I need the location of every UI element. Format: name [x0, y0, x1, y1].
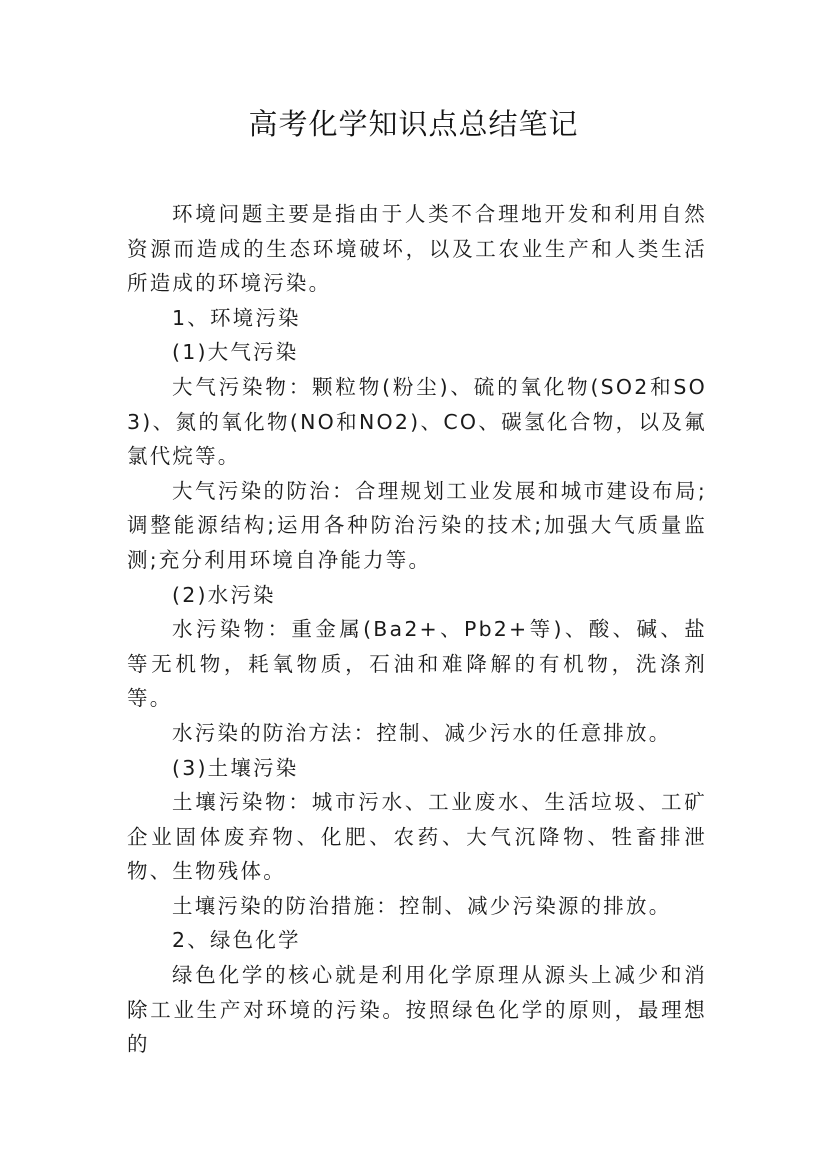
paragraph-intro: 环境问题主要是指由于人类不合理地开发和利用自然资源而造成的生态环境破坏，以及工农业生产和人类生活所造成的环境污染。 — [127, 202, 707, 296]
paragraph-soil-pollution-prevention: 土壤污染的防治措施：控制、减少污染源的排放。 — [172, 893, 672, 918]
document-title: 高考化学知识点总结笔记 — [248, 107, 579, 141]
paragraph-soil-pollutants: 土壤污染物：城市污水、工业废水、生活垃圾、工矿企业固体废弃物、化肥、农药、大气沉降物、牲畜排泄物、生物残体。 — [127, 790, 707, 884]
document-body — [127, 197, 707, 1062]
paragraph-green-chemistry: 绿色化学的核心就是利用化学原理从源头上减少和消除工业生产对环境的污染。按照绿色化学的原则，最理想的 — [127, 963, 707, 1057]
paragraph-water-pollutants: 水污染物：重金属(Ba2+、Pb2+等)、酸、碱、盐等无机物，耗氧物质，石油和难降解的有机物，洗涤剂等。 — [127, 617, 707, 711]
subsection-heading-water-pollution: (2)水污染 — [172, 582, 276, 607]
subsection-heading-soil-pollution: (3)土壤污染 — [172, 755, 299, 780]
subsection-heading-air-pollution: (1)大气污染 — [172, 340, 299, 365]
paragraph-air-pollution-prevention: 大气污染的防治：合理规划工业发展和城市建设布局;调整能源结构;运用各种防治污染的技术;加强大气质量监测;充分利用环境自净能力等。 — [127, 478, 707, 572]
section-heading-green-chemistry: 2、绿色化学 — [172, 928, 301, 953]
paragraph-water-pollution-prevention: 水污染的防治方法：控制、减少污水的任意排放。 — [172, 720, 672, 745]
paragraph-air-pollutants: 大气污染物：颗粒物(粉尘)、硫的氧化物(SO2和SO3)、氮的氧化物(NO和NO2)、CO、碳氢化合物，以及氟氯代烷等。 — [127, 374, 707, 469]
section-heading-environmental-pollution: 1、环境污染 — [172, 305, 301, 330]
